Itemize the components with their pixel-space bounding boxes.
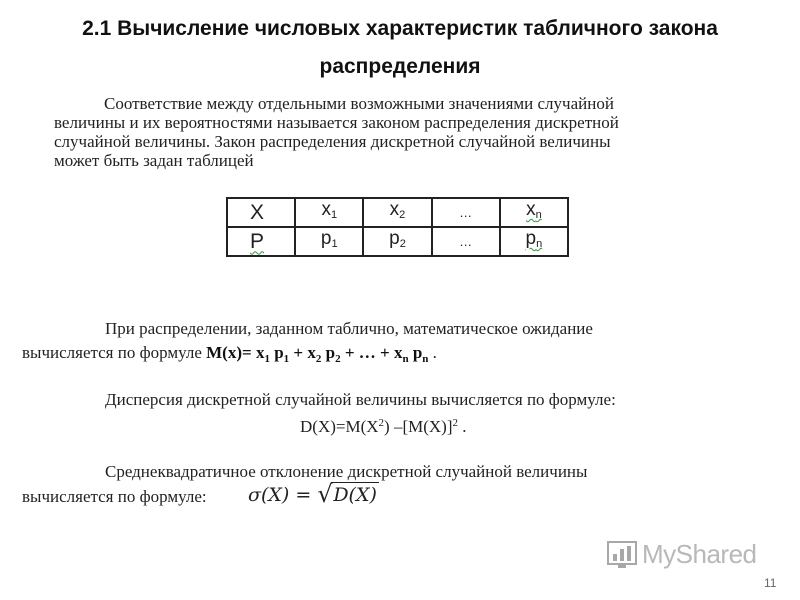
table-row-x: [227, 198, 568, 227]
table-cell-x-ellipsis: …: [432, 198, 500, 227]
slide-title: [40, 10, 760, 86]
myshared-logo: [606, 534, 766, 574]
sqrt-icon: √: [317, 480, 333, 508]
expectation-text-line-2: вычисляется по формуле $M(x)= x_1$ $p_1 + x_2$ $p_2$ + … + $x_n$ $p_n$ .: [22, 343, 437, 365]
intro-paragraph: Соответствие между отдельными возможными значениями случайной величины и их вероятностями называется законом распределения дискретной случайной величины. Закон распределения дискретной случайной величины может быть задан таблицей: [54, 94, 619, 170]
expectation-text-line-1: При распределении, заданном таблично, математическое ожидание: [105, 319, 593, 338]
std-dev-text-line-1: Среднеквадратичное отклонение дискретной случайной величины: [105, 462, 588, 481]
table-cell-x-head: X: [227, 198, 295, 227]
variance-text: Дисперсия дискретной случайной величины вычисляется по формуле:: [105, 390, 616, 409]
variance-formula: $D(X)=M(X^2)$ $-[M(X)]^2$ .: [300, 417, 467, 436]
std-dev-text-line-2: вычисляется по формуле:: [22, 487, 207, 506]
table-cell-pn: $p_n$: [500, 227, 568, 256]
expectation-formula: $M(x)= x_1$ $p_1 + x_2$ $p_2$ + … + $x_n$ $p_n$: [206, 343, 429, 365]
chart-logo-icon: [606, 538, 638, 570]
std-dev-formula: σ(X) = √ D(X): [248, 480, 377, 508]
table-cell-p-ellipsis: …: [432, 227, 500, 256]
logo-text: MyShared: [642, 538, 757, 569]
table-row-p: [227, 227, 568, 256]
table-cell-x1: $x_1$: [295, 198, 363, 227]
page-number: 11: [764, 576, 777, 590]
distribution-table: [226, 197, 569, 257]
sqrt-expression: √ D(X): [317, 480, 377, 508]
table-cell-p2: $p_2$: [363, 227, 431, 256]
table-cell-xn: $x_n$: [500, 198, 568, 227]
title-line-2: распределения: [319, 55, 481, 78]
table-cell-p-head: P: [227, 227, 295, 256]
table-cell-p1: $p_1$: [295, 227, 363, 256]
title-line-1: 2.1 Вычисление числовых характеристик табличного закона: [82, 17, 718, 40]
table-cell-x2: $x_2$: [363, 198, 431, 227]
